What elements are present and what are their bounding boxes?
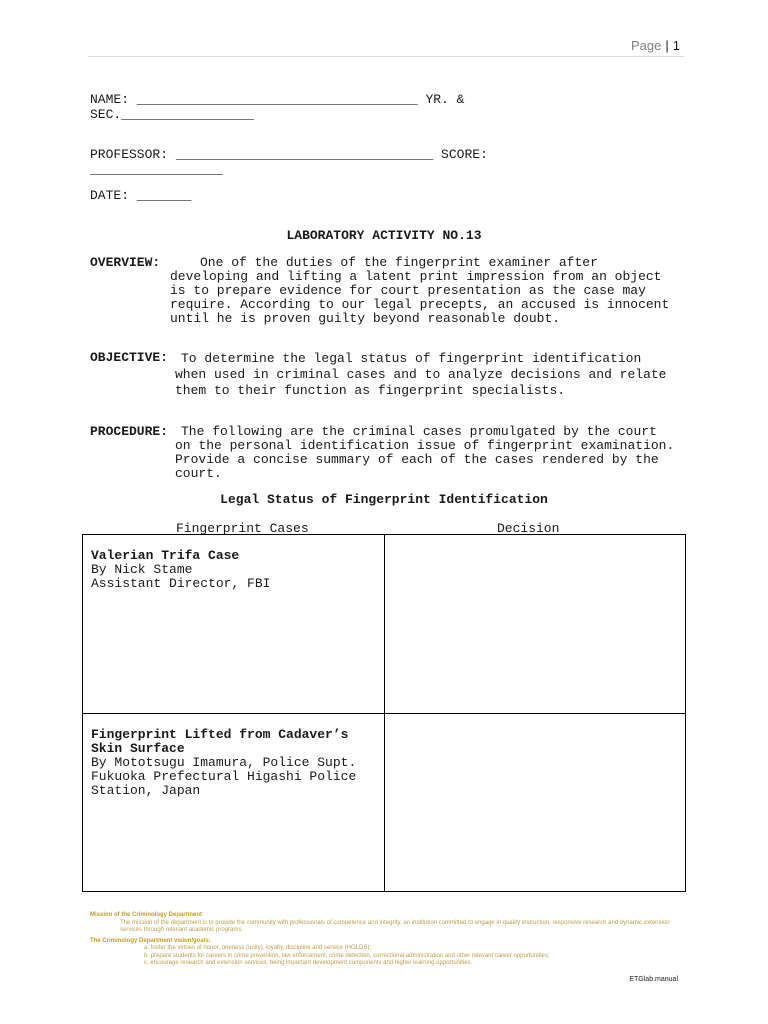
mission-text: The mission of the department is to provide the community with professionals of competence and integrity, an institution committed to engage in quality instruction, responsive research and dynamic extension services through relevant academic programs. (120, 919, 670, 933)
mission-heading: Mission of the Criminology Department (90, 912, 203, 918)
page-number: 1 (672, 38, 680, 53)
table-title: Legal Status of Fingerprint Identification (220, 492, 548, 507)
goal-item: b. prepare students for careers in crime prevention, law enforcement, crime detection, correctional administration and other relevant career opportunities; (144, 952, 550, 959)
column-header-decision: Decision (497, 521, 560, 536)
section-field-line: SEC._________________ (90, 107, 254, 122)
date-field-line: DATE: _______ (90, 188, 192, 203)
page-number-indicator (631, 38, 680, 53)
cases-table (82, 534, 686, 892)
department-footer (90, 912, 686, 968)
case-title: Valerian Trifa Case (91, 548, 240, 563)
case-author-title: Assistant Director, FBI (91, 576, 271, 591)
page-label: Page (631, 38, 662, 53)
objective-text: To determine the legal status of fingerprint identification when used in criminal cases and to analyze decisions and relate them to their function as fingerprint specialists. (175, 351, 667, 398)
case-author-title: Fukuoka Prefectural Higashi Police Station, Japan (91, 769, 357, 798)
goal-item: c. encourage research and extension services, being important development components and higher learning opportunities. (144, 960, 473, 966)
objective-section (90, 351, 680, 415)
table-row-divider (83, 713, 685, 714)
procedure-section (90, 425, 680, 481)
goal-item: a. foster the virtues of honor, oneness (unity), loyalty, discipline and service (HOLDS); (144, 945, 371, 951)
overview-section (90, 256, 680, 340)
overview-label: OVERVIEW: (90, 255, 161, 270)
header-rule (88, 56, 684, 57)
procedure-label: PROCEDURE: (90, 424, 169, 439)
objective-label: OBJECTIVE: (90, 350, 169, 365)
score-field-blank: _________________ (90, 162, 223, 177)
name-field-line: NAME: ____________________________________ YR. & (90, 92, 465, 107)
case-author: By Nick Stame (91, 562, 193, 577)
procedure-text: The following are the criminal cases promulgated by the court on the personal identification issue of fingerprint examination. Provide a concise summary of each of the cases rendered by the court. (175, 424, 675, 481)
case-cell-2 (91, 728, 373, 798)
overview-text: One of the duties of the fingerprint examiner after developing and lifting a latent print impression from an object is to prepare evidence for court presentation as the case may require. According to our legal precepts, an accused is innocent until he is proven guilty beyond reasonable doubt. (170, 255, 670, 326)
activity-title: LABORATORY ACTIVITY NO.13 (286, 228, 482, 243)
professor-field-line: PROFESSOR: _________________________________ SCORE: (90, 147, 488, 162)
case-title: Fingerprint Lifted from Cadaver’s Skin Surface (91, 727, 349, 756)
vision-heading: The Criminology Department vision/goals: (90, 937, 211, 944)
manual-code: ETGlab.manual (629, 976, 678, 983)
column-header-cases: Fingerprint Cases (176, 521, 309, 536)
case-cell-1 (91, 549, 379, 591)
page-separator: | (665, 38, 669, 53)
case-author: By Mototsugu Imamura, Police Supt. (91, 755, 357, 770)
